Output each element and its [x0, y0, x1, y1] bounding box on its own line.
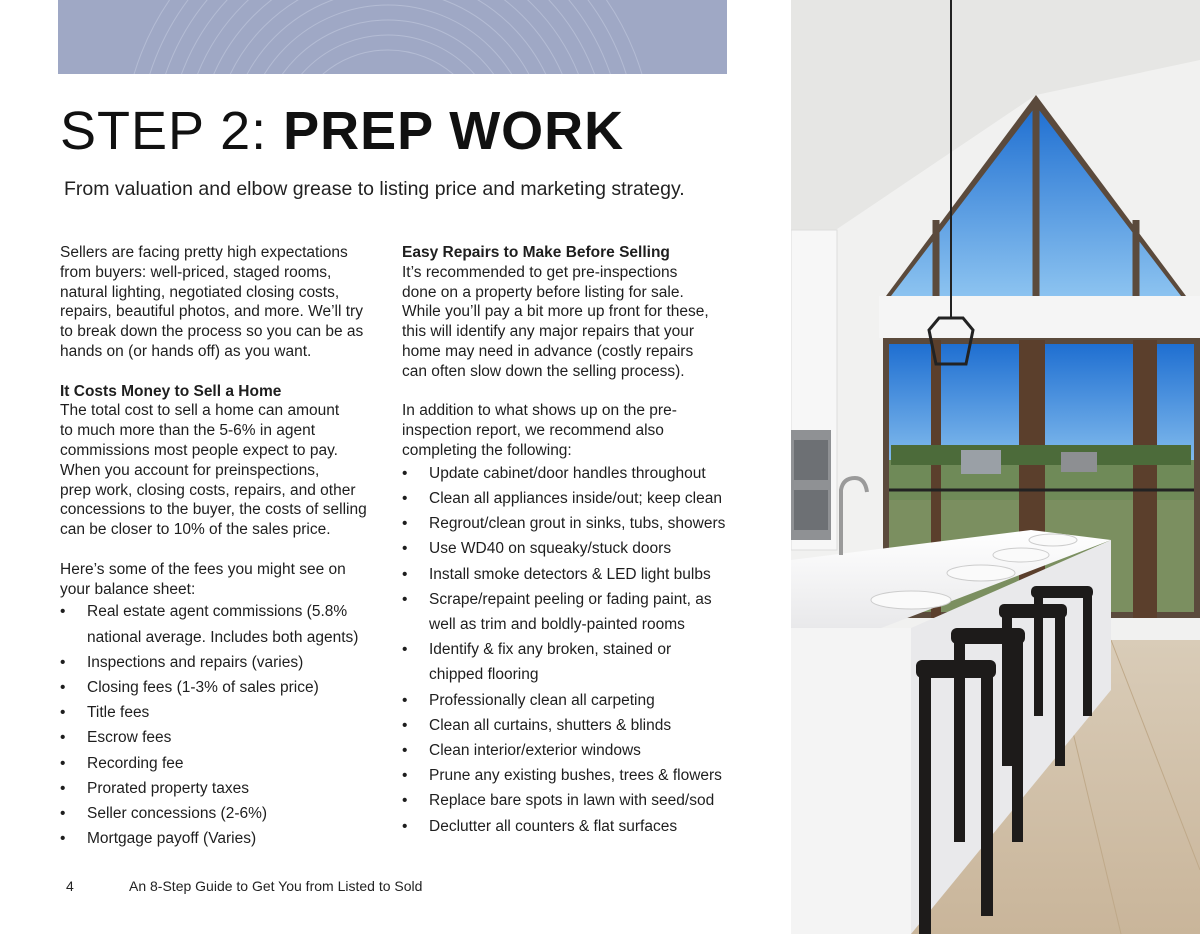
list-item-text: Prorated property taxes	[87, 779, 249, 797]
list-item	[60, 826, 390, 851]
list-item-text: Replace bare spots in lawn with seed/sod	[429, 792, 715, 810]
list-item-text: Real estate agent commissions (5.8% national average. Includes both agents)	[87, 603, 359, 646]
bullet-icon: •	[60, 804, 66, 822]
bullet-icon: •	[402, 590, 408, 608]
list-item	[60, 599, 390, 649]
bullet-icon: •	[60, 754, 66, 772]
list-item-text: Clean all appliances inside/out; keep clean	[429, 489, 722, 507]
bullet-icon: •	[60, 729, 66, 747]
title-main: PREP WORK	[283, 101, 625, 161]
cost-heading: It Costs Money to Sell a Home	[60, 382, 282, 400]
list-item	[402, 637, 742, 687]
list-item	[402, 763, 742, 788]
tasks-list	[402, 461, 742, 839]
title-step: STEP 2:	[60, 101, 268, 161]
bullet-icon: •	[402, 691, 408, 709]
footer-title: An 8-Step Guide to Get You from Listed to Sold	[129, 878, 423, 894]
list-item-text: Escrow fees	[87, 729, 172, 747]
list-item-text: Mortgage payoff (Varies)	[87, 830, 257, 848]
bullet-icon: •	[60, 779, 66, 797]
bullet-icon: •	[402, 565, 408, 583]
bullet-icon: •	[402, 767, 408, 785]
list-item-text: Clean all curtains, shutters & blinds	[429, 716, 672, 734]
kitchen-illustration	[791, 0, 1200, 934]
page-number: 4	[66, 878, 74, 894]
list-item	[402, 536, 742, 561]
list-item-text: Seller concessions (2-6%)	[87, 804, 268, 822]
list-item-text: Regrout/clean grout in sinks, tubs, showers	[429, 515, 726, 533]
list-item	[60, 700, 390, 725]
bullet-icon: •	[60, 678, 66, 696]
list-item-text: Scrape/repaint peeling or fading paint, as well as trim and boldly-painted rooms	[429, 590, 712, 633]
list-item	[60, 725, 390, 750]
fees-list	[60, 599, 390, 851]
bullet-icon: •	[402, 641, 408, 659]
list-item-text: Update cabinet/door handles throughout	[429, 464, 706, 482]
list-item	[402, 738, 742, 763]
list-item-text: Inspections and repairs (varies)	[87, 653, 304, 671]
page-subtitle: From valuation and elbow grease to listing price and marketing strategy.	[64, 178, 685, 200]
list-item-text: Prune any existing bushes, trees & flowers	[429, 767, 722, 785]
list-item	[402, 814, 742, 839]
list-item	[60, 675, 390, 700]
fees-intro: Here’s some of the fees you might see on your balance sheet:	[60, 560, 346, 598]
bullet-icon: •	[402, 792, 408, 810]
bullet-icon: •	[402, 540, 408, 558]
list-item	[402, 713, 742, 738]
bullet-icon: •	[60, 603, 66, 621]
list-item	[402, 688, 742, 713]
bullet-icon: •	[402, 464, 408, 482]
list-item	[60, 751, 390, 776]
bullet-icon: •	[402, 716, 408, 734]
repairs-heading: Easy Repairs to Make Before Selling	[402, 244, 670, 261]
bullet-icon: •	[402, 817, 408, 835]
list-item-text: Declutter all counters & flat surfaces	[429, 817, 678, 835]
kitchen-photo	[791, 0, 1200, 934]
list-item-text: Clean interior/exterior windows	[429, 742, 641, 759]
bullet-icon: •	[60, 830, 66, 848]
list-item-text: Title fees	[87, 704, 150, 722]
list-item-text: Identify & fix any broken, stained or chipped flooring	[429, 641, 672, 684]
list-item-text: Professionally clean all carpeting	[429, 691, 655, 709]
list-item	[60, 801, 390, 826]
list-item	[402, 511, 742, 536]
page-title	[60, 100, 624, 162]
list-item	[60, 650, 390, 675]
bullet-icon: •	[60, 704, 66, 722]
banner-pattern	[58, 0, 727, 74]
list-item-text: Use WD40 on squeaky/stuck doors	[429, 540, 672, 558]
list-item-text: Recording fee	[87, 754, 184, 772]
header-banner	[58, 0, 727, 74]
cost-paragraph: The total cost to sell a home can amount to much more than the 5-6% in agent commissions most people expect to pay. When you account for preinspections, prep work, closing costs, repairs, and other concessions to the buyer, the costs of selling can be closer to 10% of the sales price.	[60, 402, 367, 539]
repairs-paragraph: It’s recommended to get pre-inspections done on a property before listing for sale. While you’ll pay a bit more up front for these, this will identify any major repairs that your home may need in advance (costly repairs can often slow down the selling process).	[402, 263, 709, 380]
list-item	[60, 776, 390, 801]
intro-paragraph: Sellers are facing pretty high expectations from buyers: well-priced, staged rooms, natural lighting, negotiated closing costs, repairs, beautiful photos, and more. We’ll try to break down the process so you can be as hands on (or hands off) as you want.	[60, 244, 364, 360]
list-item-text: Install smoke detectors & LED light bulbs	[429, 565, 711, 583]
bullet-icon: •	[402, 515, 408, 533]
list-item	[402, 486, 742, 511]
bullet-icon: •	[60, 653, 66, 671]
list-item	[402, 587, 742, 637]
list-item	[402, 788, 742, 813]
bullet-icon: •	[402, 742, 408, 759]
recommend-intro: In addition to what shows up on the pre- inspection report, we recommend also completing the following:	[402, 402, 677, 459]
list-item-text: Closing fees (1-3% of sales price)	[87, 678, 319, 696]
right-column	[402, 243, 742, 839]
list-item	[402, 461, 742, 486]
left-column	[60, 243, 390, 851]
list-item	[402, 562, 742, 587]
bullet-icon: •	[402, 489, 408, 507]
